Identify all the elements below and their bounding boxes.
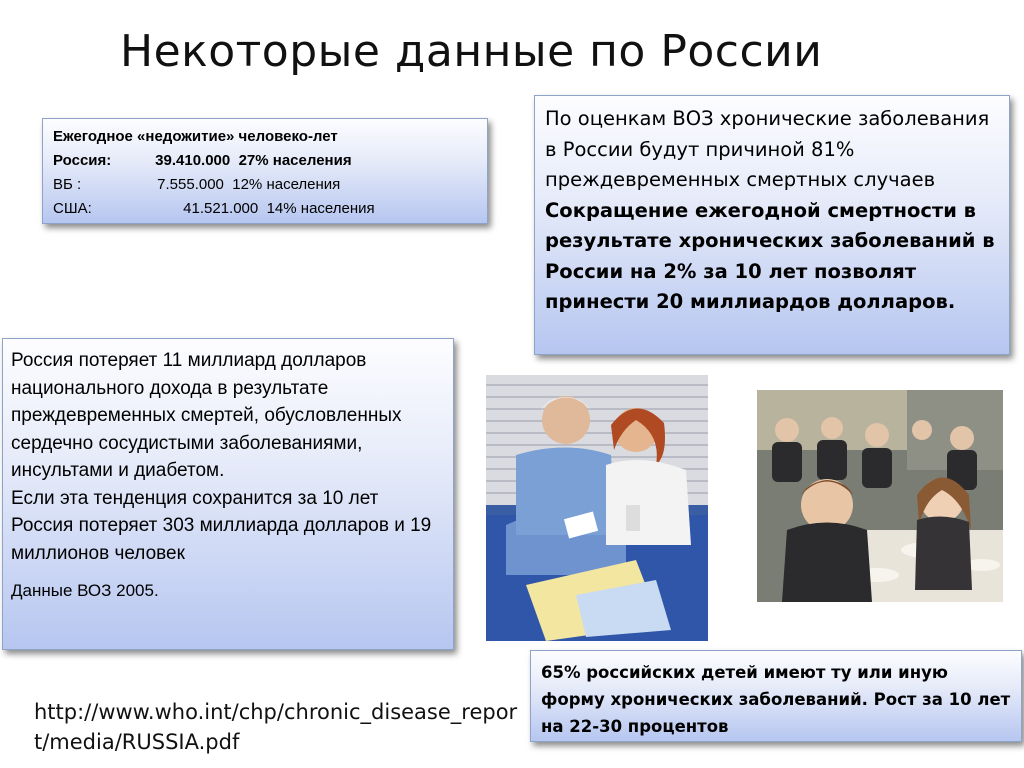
stats-row-russia — [53, 149, 477, 173]
economic-loss-paragraph-2: Если эта тенденция сохранится за 10 лет Россия потеряет 303 миллиарда долларов и 19 миллионов человек — [11, 487, 432, 564]
who-estimate-text: По оценкам ВОЗ хронические заболевания в России будут причиной 81% преждевременных смертных случаев — [545, 107, 990, 191]
stats-note: 12% населения — [232, 176, 341, 193]
children-eating-in-school-canteen-photo — [757, 390, 1003, 602]
stats-row-usa — [53, 197, 477, 221]
stats-value: 39.410.000 — [155, 152, 231, 169]
children-chronic-disease-box — [530, 650, 1022, 742]
economic-loss-source: Данные ВОЗ 2005. — [11, 581, 159, 600]
who-estimate-bold-text: Сокращение ежегодной смертности в результате хронических заболеваний в России на 2% за 10 лет позволят принести 20 миллиардов долларов. — [545, 198, 995, 313]
economic-loss-paragraph-1: Россия потеряет 11 миллиард долларов национального дохода в результате преждевременных смертей, обусловленных сердечно сосудистыми заболеваниями, инсультами и диабетом. — [11, 350, 402, 481]
stats-label: ВБ : — [53, 176, 82, 193]
stats-row-uk — [53, 173, 477, 197]
economic-loss-box — [2, 338, 454, 650]
life-years-lost-box — [42, 118, 488, 224]
stats-value: 7.555.000 — [157, 176, 224, 193]
slide-title: Некоторые данные по России — [120, 26, 823, 77]
children-chronic-disease-text: 65% российских детей имеют ту или иную форму хронических заболеваний. Рост за 10 лет на 22-30 процентов — [541, 663, 1011, 736]
doctor-and-elderly-patient-photo — [486, 375, 708, 641]
who-estimate-box — [534, 95, 1010, 355]
stats-heading: Ежегодное «недожитие» человеко-лет — [53, 128, 338, 145]
stats-label: Россия: — [53, 152, 112, 169]
stats-label: США: — [53, 200, 92, 217]
stats-value: 41.521.000 — [183, 200, 259, 217]
stats-note: 14% населения — [266, 200, 375, 217]
source-url-link[interactable]: http://www.who.int/chp/chronic_disease_report/media/RUSSIA.pdf — [34, 700, 518, 754]
stats-note: 27% населения — [238, 152, 352, 169]
